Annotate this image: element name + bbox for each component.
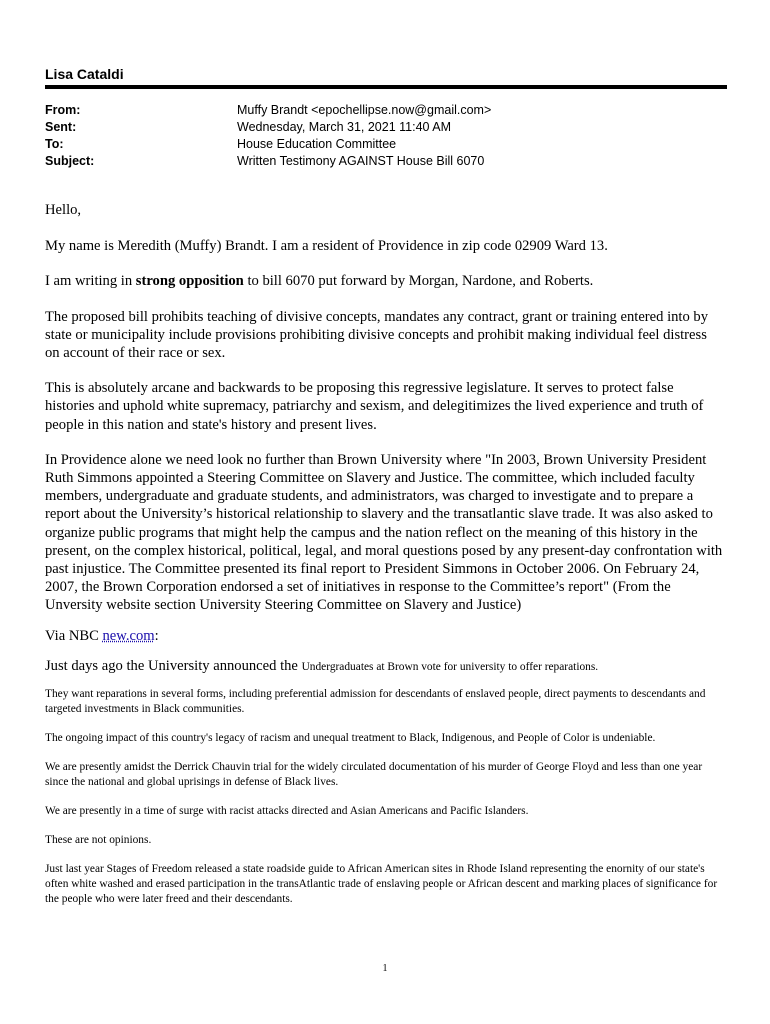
impact-paragraph: The ongoing impact of this country's legacy of racism and unequal treatment to Black, Indigenous, and People of Color is undeniable. bbox=[45, 732, 656, 745]
opposition-bold: strong opposition bbox=[135, 273, 244, 290]
via-paragraph bbox=[45, 627, 725, 645]
brown-paragraph: In Providence alone we need look no further than Brown University where "In 2003, Brown University President Ruth Simmons appointed a Steering Committee on Slavery and Justice. The committee, which included faculty members, undergraduate and graduate students, and administrators, was charged to investigate and to prepare a report about the University’s historical relationship to slavery and the transatlantic slave trade. It was also asked to organize public programs that might help the campus and the nation reflect on the meaning of this history in the present, on the complex historical, political, legal, and moral questions posed by any present-day confrontation with past injustice. The Committee presented its final report to President Simmons in October 2006. On February 24, 2007, the Brown Corporation endorsed a set of initiatives in response to the Committee’s report" (From the Unversity website section University Steering Committee on Slavery and Justice) bbox=[45, 451, 723, 614]
to-value: House Education Committee bbox=[237, 137, 397, 151]
days-ago-headline: Undergraduates at Brown vote for university to offer reparations. bbox=[301, 660, 599, 673]
arcane-paragraph: This is absolutely arcane and backwards to be proposing this regressive legislature. It serves to protect false histories and uphold white supremacy, patriarchy and sexism, and delegitimizes the lived experience and truth of people in this nation and state's history and present lives. bbox=[45, 380, 704, 433]
via-pre: Via NBC bbox=[45, 627, 103, 644]
opposition-post: to bill 6070 put forward by Morgan, Nardone, and Roberts. bbox=[243, 273, 594, 290]
opposition-pre: I am writing in bbox=[45, 273, 136, 290]
surge-paragraph: We are presently in a time of surge with racist attacks directed and Asian Americans and Pacific Islanders. bbox=[45, 805, 529, 818]
days-ago-paragraph bbox=[45, 657, 725, 675]
sender-name: Lisa Cataldi bbox=[45, 66, 124, 82]
chauvin-paragraph: We are presently amidst the Derrick Chauvin trial for the widely circulated documentation of his murder of George Floyd and less than one year since the national and global uprisings in defense of Black lives. bbox=[45, 761, 703, 789]
reparations-paragraph: They want reparations in several forms, including preferential admission for descendants of enslaved people, direct payments to descendants and targeted investments in Black communities. bbox=[45, 688, 706, 716]
intro-paragraph: My name is Meredith (Muffy) Brandt. I am a resident of Providence in zip code 02909 Ward 13. bbox=[45, 238, 608, 255]
sent-label: Sent: bbox=[45, 120, 77, 134]
greeting: Hello, bbox=[45, 202, 82, 218]
header-divider bbox=[45, 85, 727, 89]
sent-value: Wednesday, March 31, 2021 11:40 AM bbox=[237, 120, 452, 134]
from-label: From: bbox=[45, 103, 81, 117]
subject-row bbox=[45, 154, 727, 172]
nbc-news-link[interactable]: new.com bbox=[102, 627, 155, 644]
opposition-paragraph bbox=[45, 272, 725, 290]
to-label: To: bbox=[45, 137, 64, 151]
subject-label: Subject: bbox=[45, 154, 95, 168]
stages-paragraph: Just last year Stages of Freedom released a state roadside guide to African American sites in Rhode Island representing the enornity of our state's often white washed and erased participation in the transAtlantic trade of enslaving people or African descent and marking places of significance for the people who were later freed and their descendants. bbox=[45, 863, 718, 906]
page-number: 1 bbox=[382, 963, 388, 974]
subject-value: Written Testimony AGAINST House Bill 6070 bbox=[237, 154, 485, 168]
email-body bbox=[45, 201, 725, 921]
via-post: : bbox=[154, 627, 159, 644]
days-ago-pre: Just days ago the University announced the bbox=[45, 657, 302, 674]
from-row bbox=[45, 103, 727, 121]
bill-paragraph: The proposed bill prohibits teaching of divisive concepts, mandates any contract, grant or training entered into by state or municipality include provisions prohibiting divisive concepts and prohibit making individual feel distress on account of their race or sex. bbox=[45, 308, 709, 362]
from-value: Muffy Brandt <epochellipse.now@gmail.com> bbox=[237, 103, 492, 117]
sent-row bbox=[45, 120, 727, 138]
opinions-paragraph: These are not opinions. bbox=[45, 834, 152, 847]
to-row bbox=[45, 137, 727, 155]
